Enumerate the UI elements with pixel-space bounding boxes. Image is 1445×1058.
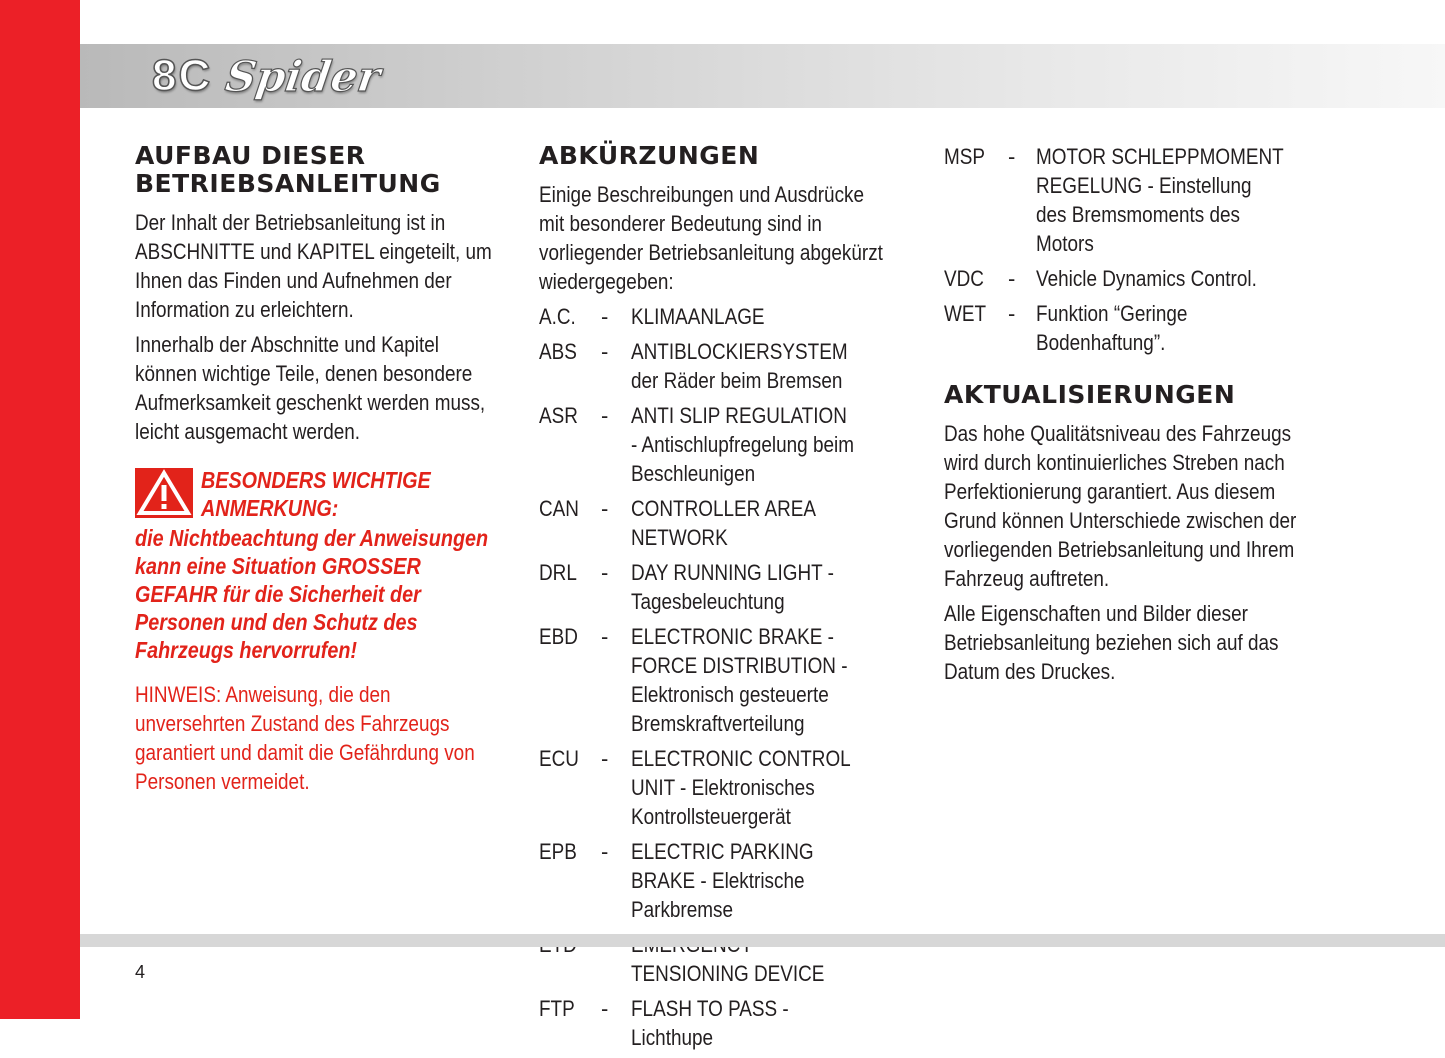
abbreviation-dash: -: [601, 560, 609, 585]
abbreviation-value: ELECTRONIC CONTROL UNIT - Elektronisches Kontrollsteuergerät: [631, 746, 851, 829]
abbreviation-dash: -: [601, 403, 609, 428]
abbreviation-row: [539, 401, 894, 488]
structure-paragraph-2: Innerhalb der Abschnitte und Kapitel können wichtige Teile, denen besondere Aufmerksamkeit geschenkt werden muss, leicht ausgemacht werden.: [135, 332, 486, 444]
abbreviation-value: DAY RUNNING LIGHT - Tagesbeleuchtung: [631, 560, 834, 614]
abbreviation-dash: -: [601, 839, 609, 864]
abbreviation-dash: -: [1008, 266, 1016, 291]
abbreviation-key: FTP: [539, 996, 575, 1021]
column-abbreviations: [539, 142, 894, 1058]
abbreviation-value: Funktion “Geringe Bodenhaftung”.: [1036, 301, 1188, 355]
abbreviation-list-continued: [944, 142, 1324, 357]
abbreviation-key: A.C.: [539, 304, 576, 329]
abbreviation-row: [539, 837, 894, 924]
abbreviation-value: MOTOR SCHLEPPMOMENT REGELUNG - Einstellung des Bremsmoments des Motors: [1036, 144, 1284, 256]
abbreviation-key: MSP: [944, 144, 986, 169]
abbreviation-value: Vehicle Dynamics Control.: [1036, 266, 1257, 291]
abbreviation-dash: -: [601, 624, 609, 649]
abbreviation-row: [539, 558, 894, 616]
updates-paragraph-2: Alle Eigenschaften und Bilder dieser Betriebsanleitung beziehen sich auf das Datum des Druckes.: [944, 601, 1279, 684]
logo-8c-text: 8C: [152, 51, 213, 100]
abbreviation-key: CAN: [539, 496, 579, 521]
abbreviation-row: [944, 299, 1324, 357]
abbreviations-intro: Einige Beschreibungen und Ausdrücke mit besonderer Bedeutung sind in vorliegender Betriebsanleitung abgekürzt wiedergegeben:: [539, 182, 883, 294]
warning-title: BESONDERS WICHTIGE ANMERKUNG:: [201, 467, 431, 521]
column-structure: [135, 142, 505, 796]
abbreviation-key: ABS: [539, 339, 577, 364]
updates-paragraph-1: Das hohe Qualitätsniveau des Fahrzeugs wird durch kontinuierliches Streben nach Perfektionierung garantiert. Aus diesem Grund können Unterschiede zwischen der vorliegenden Betriebsanleitung und Ihrem Fahrzeug auftreten.: [944, 421, 1297, 591]
abbreviation-key: EBD: [539, 624, 578, 649]
abbreviation-value: ANTIBLOCKIERSYSTEM der Räder beim Bremsen: [631, 339, 848, 393]
abbreviation-row: [539, 337, 894, 395]
structure-heading: AUFBAU DIESER BETRIEBSANLEITUNG: [135, 141, 441, 198]
abbreviation-value: FLASH TO PASS - Lichthupe: [631, 996, 789, 1050]
abbreviation-row: [539, 994, 894, 1052]
page-number: 4: [135, 962, 146, 982]
column-continued: [944, 142, 1324, 692]
abbreviation-row: [539, 302, 894, 331]
abbreviation-dash: -: [1008, 301, 1016, 326]
warning-triangle-icon: [135, 468, 193, 518]
warning-block: [135, 466, 505, 664]
updates-heading: AKTUALISIERUNGEN: [944, 380, 1236, 409]
structure-paragraph-1: Der Inhalt der Betriebsanleitung ist in ABSCHNITTE und KAPITEL eingeteilt, um Ihnen das Finden und Aufnehmen der Information zu erleichtern.: [135, 210, 492, 322]
abbreviation-dash: -: [1008, 144, 1016, 169]
abbreviation-value: TENSIONING DEVICE: [631, 961, 825, 986]
abbreviation-value: ANTI SLIP REGULATION - Antischlupfregelung beim Beschleunigen: [631, 403, 854, 486]
abbreviation-row: [944, 264, 1324, 293]
abbreviation-value: ELECTRIC PARKING BRAKE - Elektrische Parkbremse: [631, 839, 814, 922]
brand-logo: [152, 50, 384, 102]
abbreviation-key: DRL: [539, 560, 577, 585]
abbreviation-key: VDC: [944, 266, 984, 291]
abbreviation-key: ECU: [539, 746, 579, 771]
abbreviations-heading: ABKÜRZUNGEN: [539, 141, 760, 170]
footer-band: [80, 934, 1445, 947]
note-text: : Anweisung, die den unversehrten Zustand des Fahrzeugs garantiert und damit die Gefährdung von Personen vermeidet.: [135, 682, 475, 794]
note-label: HINWEIS: [135, 682, 216, 707]
abbreviation-row: [539, 744, 894, 831]
abbreviation-key: ASR: [539, 403, 578, 428]
warning-text: die Nichtbeachtung der Anweisungen kann eine Situation GROSSER GEFAHR für die Sicherheit der Personen und den Schutz des Fahrzeugs hervorrufen!: [135, 525, 489, 663]
abbreviation-row: [539, 622, 894, 738]
side-red-bar: [0, 0, 80, 1019]
abbreviation-row: [539, 494, 894, 552]
abbreviation-key: WET: [944, 301, 987, 326]
abbreviation-key: EPB: [539, 839, 577, 864]
logo-spider-text: Spider: [222, 51, 384, 101]
abbreviation-dash: -: [601, 339, 609, 364]
abbreviation-row: [944, 142, 1324, 258]
abbreviation-value: ELECTRONIC BRAKE - FORCE DISTRIBUTION - Elektronisch gesteuerte Bremskraftverteilung: [631, 624, 848, 736]
abbreviation-dash: -: [601, 746, 609, 771]
abbreviation-value: KLIMAANLAGE: [631, 304, 765, 329]
abbreviation-dash: -: [601, 996, 609, 1021]
abbreviation-value: CONTROLLER AREA NETWORK: [631, 496, 815, 550]
abbreviation-dash: -: [601, 304, 609, 329]
abbreviation-dash: -: [601, 496, 609, 521]
note-block: [135, 680, 504, 796]
